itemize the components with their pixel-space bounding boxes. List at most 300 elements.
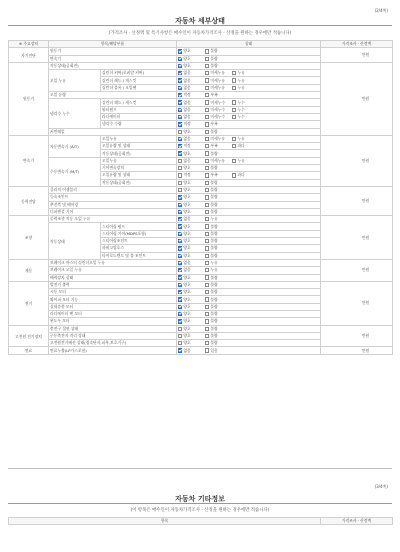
unchecked-checkbox[interactable] — [205, 275, 209, 279]
state-option[interactable] — [205, 194, 232, 200]
state-option[interactable] — [178, 260, 205, 266]
price-cell[interactable] — [321, 281, 393, 325]
option-label: 양호 — [183, 194, 191, 200]
state-option[interactable] — [178, 70, 205, 76]
option-label: 양호 — [183, 252, 191, 258]
category-cell: 자기진단 — [9, 48, 49, 63]
state-option[interactable] — [205, 56, 232, 62]
state-option[interactable] — [178, 78, 205, 84]
unchecked-checkbox[interactable] — [205, 312, 209, 316]
option-label: 없음 — [183, 347, 191, 353]
state-option[interactable] — [205, 348, 232, 354]
state-option[interactable] — [178, 194, 205, 200]
option-label: 없음 — [183, 77, 191, 83]
option-label: 양호 — [183, 223, 191, 229]
category-cell: 제동 — [9, 259, 49, 281]
state-cell — [177, 289, 321, 296]
unchecked-checkbox[interactable] — [232, 144, 236, 148]
price-unit: 만원 — [361, 333, 370, 339]
unchecked-checkbox[interactable] — [205, 86, 209, 90]
unchecked-checkbox[interactable] — [205, 181, 209, 185]
option-label: 누수 — [237, 114, 245, 120]
item-cell: 충전구 절연 상태 — [49, 325, 177, 332]
price-cell[interactable] — [321, 259, 393, 281]
option-label: 누유 — [237, 70, 245, 76]
state-option[interactable] — [178, 85, 205, 91]
option-label: 불량 — [210, 63, 218, 69]
unchecked-checkbox[interactable] — [205, 254, 209, 258]
unchecked-checkbox[interactable] — [205, 188, 209, 192]
unchecked-checkbox[interactable] — [205, 319, 209, 323]
price-cell[interactable] — [321, 216, 393, 260]
unchecked-checkbox[interactable] — [232, 71, 236, 75]
checked-checkbox[interactable] — [178, 57, 182, 61]
checked-checkbox[interactable] — [178, 108, 182, 112]
unchecked-checkbox[interactable] — [178, 327, 182, 331]
unchecked-checkbox[interactable] — [205, 57, 209, 61]
item-cell: 커먼레일 — [49, 128, 177, 135]
unchecked-checkbox[interactable] — [205, 327, 209, 331]
state-option[interactable] — [205, 129, 232, 135]
state-cell — [177, 194, 321, 201]
sub-item-cell: 스티어링 펌프 — [101, 223, 177, 230]
state-option[interactable] — [232, 158, 259, 164]
unchecked-checkbox[interactable] — [178, 159, 182, 163]
state-cell — [177, 216, 321, 223]
unchecked-checkbox[interactable] — [232, 108, 236, 112]
unchecked-checkbox[interactable] — [232, 137, 236, 141]
header-mark-note: ※ 주요장치 — [9, 41, 49, 48]
state-option[interactable] — [178, 48, 205, 54]
option-label: 불량 — [210, 48, 218, 54]
price-cell[interactable] — [321, 48, 393, 63]
state-option[interactable] — [178, 297, 205, 303]
state-option[interactable] — [178, 165, 205, 171]
price-cell[interactable] — [321, 186, 393, 215]
unchecked-checkbox[interactable] — [232, 173, 236, 177]
state-option[interactable] — [232, 172, 259, 178]
checked-checkbox[interactable] — [178, 115, 182, 119]
option-label: 미세누유 — [210, 70, 225, 76]
state-option[interactable] — [178, 326, 205, 332]
state-cell — [177, 92, 321, 99]
section-subtitle: (가격조사 · 산정액 및 특기사항은 매수인이 자동차가격조사 · 산정을 원하는 경우에만 적습니다) — [108, 31, 292, 36]
state-option[interactable] — [232, 70, 259, 76]
option-label: 미세누수 — [210, 114, 225, 120]
state-option[interactable] — [205, 340, 232, 346]
state-option[interactable] — [178, 172, 205, 178]
state-option[interactable] — [205, 297, 232, 303]
state-option[interactable] — [205, 172, 232, 178]
unchecked-checkbox[interactable] — [205, 341, 209, 345]
unchecked-checkbox[interactable] — [178, 166, 182, 170]
option-label: 없음 — [183, 157, 191, 163]
state-option[interactable] — [178, 92, 205, 98]
checked-checkbox[interactable] — [178, 254, 182, 258]
item-cell: 수동변속기 (M/T) — [49, 157, 101, 186]
unchecked-checkbox[interactable] — [205, 217, 209, 221]
unchecked-checkbox[interactable] — [205, 122, 209, 126]
unchecked-checkbox[interactable] — [232, 100, 236, 104]
state-option[interactable] — [205, 92, 232, 98]
item-cell: 디퍼렌셜 기어 — [49, 208, 177, 215]
state-option[interactable] — [178, 107, 205, 113]
checked-checkbox[interactable] — [178, 64, 182, 68]
option-label: 양호 — [183, 289, 191, 295]
section-title: 자동차 세부상태 — [175, 17, 225, 25]
price-unit: 만원 — [361, 52, 370, 58]
option-label: 불량 — [210, 187, 218, 193]
state-cell — [177, 62, 321, 69]
unchecked-checkbox[interactable] — [205, 297, 209, 301]
state-option[interactable] — [205, 245, 232, 251]
checked-checkbox[interactable] — [178, 290, 182, 294]
option-label: 미세누수 — [210, 106, 225, 112]
state-option[interactable] — [178, 275, 205, 281]
state-option[interactable] — [205, 216, 232, 222]
checked-checkbox[interactable] — [178, 348, 182, 352]
checked-checkbox[interactable] — [178, 210, 182, 214]
state-option[interactable] — [178, 318, 205, 324]
state-option[interactable] — [178, 187, 205, 193]
state-option[interactable] — [205, 136, 232, 142]
state-option[interactable] — [232, 107, 259, 113]
unchecked-checkbox[interactable] — [205, 224, 209, 228]
state-option[interactable] — [205, 63, 232, 69]
checked-checkbox[interactable] — [178, 122, 182, 126]
state-option[interactable] — [178, 63, 205, 69]
checked-checkbox[interactable] — [178, 100, 182, 104]
state-option[interactable] — [205, 231, 232, 237]
state-option[interactable] — [205, 289, 232, 295]
state-option[interactable] — [205, 282, 232, 288]
checked-checkbox[interactable] — [178, 203, 182, 207]
unchecked-checkbox[interactable] — [205, 64, 209, 68]
state-option[interactable] — [178, 267, 205, 273]
option-label: 양호 — [183, 179, 191, 185]
sub-item-cell: 작동상태(공회전) — [101, 179, 177, 186]
option-label: 적정 — [183, 143, 191, 149]
state-option[interactable] — [205, 202, 232, 208]
item-cell: 추진축 및 베어링 — [49, 201, 177, 208]
price-unit: 만원 — [361, 95, 370, 101]
unchecked-checkbox[interactable] — [205, 348, 209, 352]
checked-checkbox[interactable] — [178, 275, 182, 279]
unchecked-checkbox[interactable] — [205, 93, 209, 97]
unchecked-checkbox[interactable] — [178, 341, 182, 345]
state-option[interactable] — [178, 348, 205, 354]
state-option[interactable] — [178, 253, 205, 259]
state-option[interactable] — [178, 136, 205, 142]
checked-checkbox[interactable] — [178, 71, 182, 75]
unchecked-checkbox[interactable] — [205, 290, 209, 294]
state-option[interactable] — [205, 238, 232, 244]
state-option[interactable] — [205, 158, 232, 164]
unchecked-checkbox[interactable] — [205, 210, 209, 214]
unchecked-checkbox[interactable] — [232, 159, 236, 163]
state-option[interactable] — [205, 311, 232, 317]
unchecked-checkbox[interactable] — [205, 130, 209, 134]
checked-checkbox[interactable] — [178, 268, 182, 272]
state-option[interactable] — [205, 187, 232, 193]
unchecked-checkbox[interactable] — [205, 108, 209, 112]
item-cell: 라디에이터 팬 모터 — [49, 310, 177, 317]
sub-item-cell: 실린더 헤드 / 개스킷 — [101, 77, 177, 84]
state-option[interactable] — [178, 129, 205, 135]
sub-item-cell: 오일유량 및 상태 — [101, 143, 177, 150]
checked-checkbox[interactable] — [178, 144, 182, 148]
option-label: 과다 — [237, 143, 245, 149]
title-rule-2 — [8, 503, 392, 504]
option-label: 양호 — [183, 187, 191, 193]
option-label: 양호 — [183, 150, 191, 156]
option-label: 불량 — [210, 150, 218, 156]
state-option[interactable] — [178, 304, 205, 310]
option-label: 누유 — [237, 84, 245, 90]
item-cell: 클러치 어셈블리 — [49, 186, 177, 193]
state-option[interactable] — [178, 202, 205, 208]
price-cell[interactable] — [321, 135, 393, 186]
option-label: 양호 — [183, 303, 191, 309]
header-price: 가격조사 · 산정액 — [321, 41, 393, 48]
state-option[interactable] — [205, 78, 232, 84]
option-label: 누유 — [210, 267, 218, 273]
option-label: 양호 — [183, 333, 191, 339]
state-option[interactable] — [205, 121, 232, 127]
option-label: 불량 — [210, 340, 218, 346]
checked-checkbox[interactable] — [178, 137, 182, 141]
price-cell[interactable] — [321, 325, 393, 347]
option-label: 미세누유 — [210, 84, 225, 90]
state-option[interactable] — [178, 209, 205, 215]
price-unit: 만원 — [361, 300, 370, 306]
sub-item-cell: 워터펌프 — [101, 106, 177, 113]
unchecked-checkbox[interactable] — [205, 151, 209, 155]
option-label: 부족 — [210, 92, 218, 98]
option-label: 양호 — [183, 201, 191, 207]
category-cell: 변속기 — [9, 135, 49, 186]
state-option[interactable] — [205, 107, 232, 113]
state-option[interactable] — [205, 209, 232, 215]
category-cell: 고전원 전기장치 — [9, 325, 49, 347]
state-option[interactable] — [205, 70, 232, 76]
state-option[interactable] — [178, 56, 205, 62]
state-option[interactable] — [232, 143, 259, 149]
option-label: 양호 — [183, 238, 191, 244]
unchecked-checkbox[interactable] — [178, 130, 182, 134]
state-cell — [177, 267, 321, 274]
state-option[interactable] — [205, 48, 232, 54]
state-option[interactable] — [205, 253, 232, 259]
state-option[interactable] — [205, 267, 232, 273]
unchecked-checkbox[interactable] — [205, 159, 209, 163]
state-option[interactable] — [178, 311, 205, 317]
state-option[interactable] — [178, 231, 205, 237]
option-label: 불량 — [210, 274, 218, 280]
state-option[interactable] — [232, 136, 259, 142]
checked-checkbox[interactable] — [178, 261, 182, 265]
category-cell: 조향 — [9, 216, 49, 260]
unchecked-checkbox[interactable] — [232, 115, 236, 119]
unchecked-checkbox[interactable] — [205, 239, 209, 243]
state-cell — [177, 318, 321, 325]
state-option[interactable] — [205, 318, 232, 324]
state-option[interactable] — [178, 238, 205, 244]
state-option[interactable] — [178, 143, 205, 149]
unchecked-checkbox[interactable] — [205, 246, 209, 250]
state-cell — [177, 113, 321, 120]
price-unit: 만원 — [361, 267, 370, 273]
state-cell — [177, 48, 321, 55]
state-cell — [177, 77, 321, 84]
option-label: 양호 — [183, 48, 191, 54]
unchecked-checkbox[interactable] — [205, 268, 209, 272]
unchecked-checkbox[interactable] — [205, 203, 209, 207]
state-option[interactable] — [178, 224, 205, 230]
state-option[interactable] — [178, 289, 205, 295]
checked-checkbox[interactable] — [178, 239, 182, 243]
unchecked-checkbox[interactable] — [205, 305, 209, 309]
sub-item-cell: 오일누유 — [101, 135, 177, 142]
unchecked-checkbox[interactable] — [205, 78, 209, 82]
checked-checkbox[interactable] — [178, 312, 182, 316]
price-cell[interactable] — [321, 62, 393, 135]
state-option[interactable] — [205, 100, 232, 106]
state-option[interactable] — [178, 151, 205, 157]
checked-checkbox[interactable] — [178, 93, 182, 97]
state-option[interactable] — [205, 114, 232, 120]
checked-checkbox[interactable] — [178, 151, 182, 155]
state-option[interactable] — [178, 333, 205, 339]
option-label: 부족 — [210, 172, 218, 178]
option-label: 불량 — [210, 333, 218, 339]
state-option[interactable] — [205, 85, 232, 91]
checked-checkbox[interactable] — [178, 297, 182, 301]
unchecked-checkbox[interactable] — [205, 232, 209, 236]
option-label: 불량 — [210, 252, 218, 258]
unchecked-checkbox[interactable] — [178, 173, 182, 177]
state-option[interactable] — [205, 180, 232, 186]
state-option[interactable] — [232, 78, 259, 84]
table-row — [9, 62, 393, 69]
state-option[interactable] — [232, 114, 259, 120]
checked-checkbox[interactable] — [178, 49, 182, 53]
checked-checkbox[interactable] — [178, 319, 182, 323]
state-option[interactable] — [205, 151, 232, 157]
checked-checkbox[interactable] — [178, 86, 182, 90]
sub-item-cell: 냉각수 수량 — [101, 121, 177, 128]
state-option[interactable] — [205, 275, 232, 281]
state-option[interactable] — [178, 100, 205, 106]
unchecked-checkbox[interactable] — [205, 144, 209, 148]
state-option[interactable] — [178, 216, 205, 222]
state-option[interactable] — [178, 114, 205, 120]
option-label: 없음 — [183, 216, 191, 222]
unchecked-checkbox[interactable] — [205, 261, 209, 265]
state-cell — [177, 347, 321, 354]
item-cell: 브레이크 마스터 실린더오일 누유 — [49, 259, 177, 266]
option-label: 양호 — [183, 165, 191, 171]
item-cell: 시동 모터 — [49, 289, 177, 296]
unchecked-checkbox[interactable] — [178, 181, 182, 185]
section-title-2: 자동차 기타정보 — [175, 495, 225, 503]
unchecked-checkbox[interactable] — [205, 137, 209, 141]
unchecked-checkbox[interactable] — [205, 173, 209, 177]
state-option[interactable] — [178, 282, 205, 288]
category-cell: 연료 — [9, 347, 49, 354]
unchecked-checkbox[interactable] — [205, 334, 209, 338]
item-cell: 작동상태 — [49, 223, 101, 259]
unchecked-checkbox[interactable] — [178, 188, 182, 192]
option-label: 미세누유 — [210, 157, 225, 163]
state-option[interactable] — [205, 224, 232, 230]
unchecked-checkbox[interactable] — [232, 78, 236, 82]
option-label: 누유 — [237, 77, 245, 83]
state-option[interactable] — [178, 245, 205, 251]
item-cell: 등속조인트 — [49, 194, 177, 201]
unchecked-checkbox[interactable] — [178, 334, 182, 338]
section-subtitle-2: (이 항목은 매수인이 자동차가격조사 · 산정을 원하는 경우에만 적습니다) — [130, 508, 270, 513]
state-option[interactable] — [205, 333, 232, 339]
item-cell: 브레이크 오일 누유 — [49, 267, 177, 274]
option-label: 불량 — [210, 318, 218, 324]
unchecked-checkbox[interactable] — [205, 49, 209, 53]
detail-table — [8, 40, 393, 355]
state-option[interactable] — [205, 326, 232, 332]
checked-checkbox[interactable] — [178, 305, 182, 309]
state-option[interactable] — [205, 260, 232, 266]
price-cell[interactable] — [321, 347, 393, 354]
checked-checkbox[interactable] — [178, 246, 182, 250]
sub-item-cell: 실린더 블록 / 오일팬 — [101, 84, 177, 91]
state-option[interactable] — [205, 143, 232, 149]
checked-checkbox[interactable] — [178, 283, 182, 287]
sub-item-cell: 스티어링 기어(MDPS포함) — [101, 230, 177, 237]
unchecked-checkbox[interactable] — [205, 115, 209, 119]
sub-item-cell: 실린더 헤드 / 개스킷 — [101, 99, 177, 106]
state-option[interactable] — [205, 165, 232, 171]
checked-checkbox[interactable] — [178, 232, 182, 236]
state-option[interactable] — [178, 158, 205, 164]
other-info-table — [8, 517, 393, 525]
option-label: 불량 — [210, 208, 218, 214]
unchecked-checkbox[interactable] — [205, 283, 209, 287]
checked-checkbox[interactable] — [178, 195, 182, 199]
unchecked-checkbox[interactable] — [232, 86, 236, 90]
checked-checkbox[interactable] — [178, 217, 182, 221]
unchecked-checkbox[interactable] — [205, 71, 209, 75]
option-label: 불량 — [210, 245, 218, 251]
checked-checkbox[interactable] — [178, 224, 182, 228]
option-label: 누수 — [237, 99, 245, 105]
unchecked-checkbox[interactable] — [205, 100, 209, 104]
checked-checkbox[interactable] — [178, 78, 182, 82]
option-label: 불량 — [210, 230, 218, 236]
sub-item-cell: 기어변속장치 — [101, 165, 177, 172]
option-label: 불량 — [210, 238, 218, 244]
state-option[interactable] — [178, 340, 205, 346]
state-option[interactable] — [205, 304, 232, 310]
unchecked-checkbox[interactable] — [205, 195, 209, 199]
option-label: 없음 — [183, 114, 191, 120]
state-option[interactable] — [232, 100, 259, 106]
unchecked-checkbox[interactable] — [205, 166, 209, 170]
option-label: 불량 — [210, 201, 218, 207]
state-option[interactable] — [232, 85, 259, 91]
state-option[interactable] — [178, 180, 205, 186]
item-cell: 작동상태(공회전) — [49, 62, 177, 69]
state-option[interactable] — [178, 121, 205, 127]
